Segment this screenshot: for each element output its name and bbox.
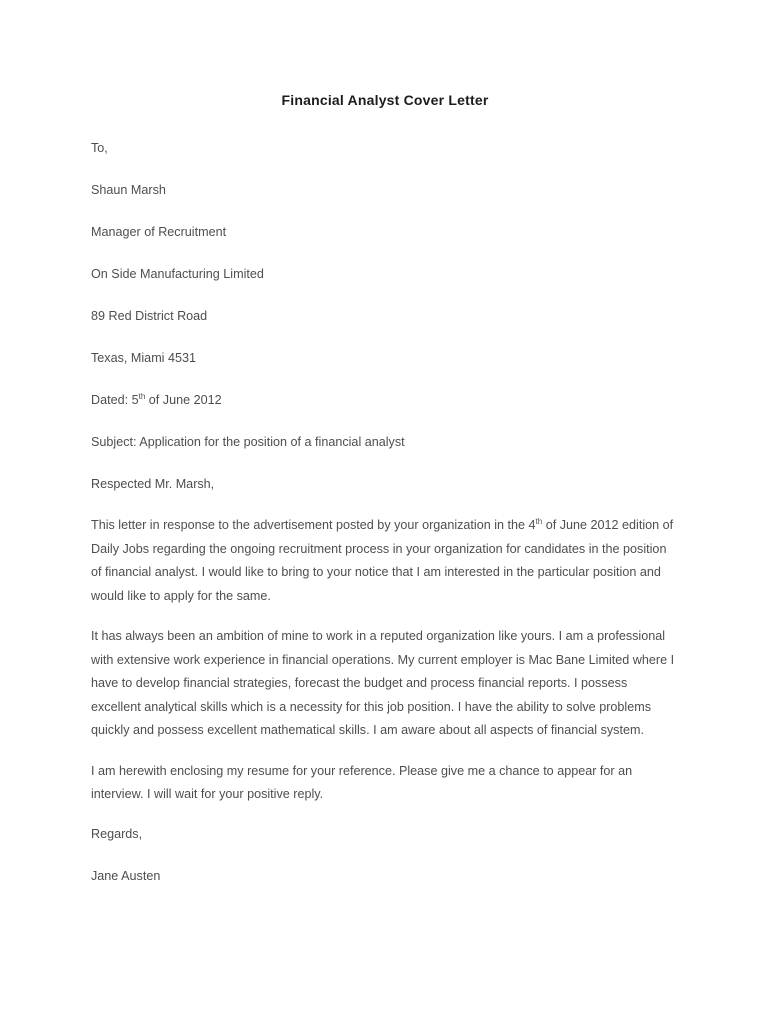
recipient-name: Shaun Marsh bbox=[91, 183, 166, 197]
paragraph-2-text: It has always been an ambition of mine to work in a reputed organization like yours. I am a professional with extensive work experience in financial operations. My current employer is Mac Bane Limited where I have to develop financial strategies, forecast the budget and process financial reports. I possess excellent analytical skills which is a necessity for this job position. I have the ability to solve problems quickly and possess excellent mathematical skills. I am aware about all aspects of financial system. bbox=[91, 629, 675, 737]
recipient-designation: Manager of Recruitment bbox=[91, 225, 227, 239]
recipient-city-line: Texas, Miami 4531 bbox=[91, 351, 196, 365]
paragraph-1-text: This letter in response to the advertisement posted by your organization in the 4 bbox=[91, 518, 536, 532]
recipient-street-address: 89 Red District Road bbox=[91, 309, 208, 323]
salutation: Respected Mr. Marsh, bbox=[91, 477, 215, 491]
paragraph-1-rest: of June 2012 edition of Daily Jobs regarding the ongoing recruitment process in your organization for candidates in the position of financial analyst. I would like to bring to your notice that I am interested in the particular position and would like to apply for the same. bbox=[91, 518, 674, 603]
date-line bbox=[91, 391, 679, 410]
body-paragraph-1 bbox=[91, 514, 679, 608]
signature-name: Jane Austen bbox=[91, 868, 161, 883]
recipient-company: On Side Manufacturing Limited bbox=[91, 267, 264, 281]
body-paragraph-3 bbox=[91, 760, 679, 807]
paragraph-3-text: I am herewith enclosing my resume for your reference. Please give me a chance to appear for an interview. I will wait for your positive reply. bbox=[91, 763, 633, 801]
subject-line: Subject: Application for the position of a financial analyst bbox=[91, 435, 405, 449]
closing-line: Regards, bbox=[91, 826, 143, 841]
document-title: Financial Analyst Cover Letter bbox=[281, 92, 489, 108]
letter-to-line: To, bbox=[91, 141, 108, 155]
body-paragraph-2 bbox=[91, 625, 679, 743]
paragraph-1-ordinal-suffix: th bbox=[535, 516, 543, 526]
date-line-rest: of June 2012 bbox=[145, 393, 222, 407]
date-ordinal-suffix: th bbox=[138, 391, 146, 401]
date-line-text: Dated: 5 bbox=[91, 393, 139, 407]
